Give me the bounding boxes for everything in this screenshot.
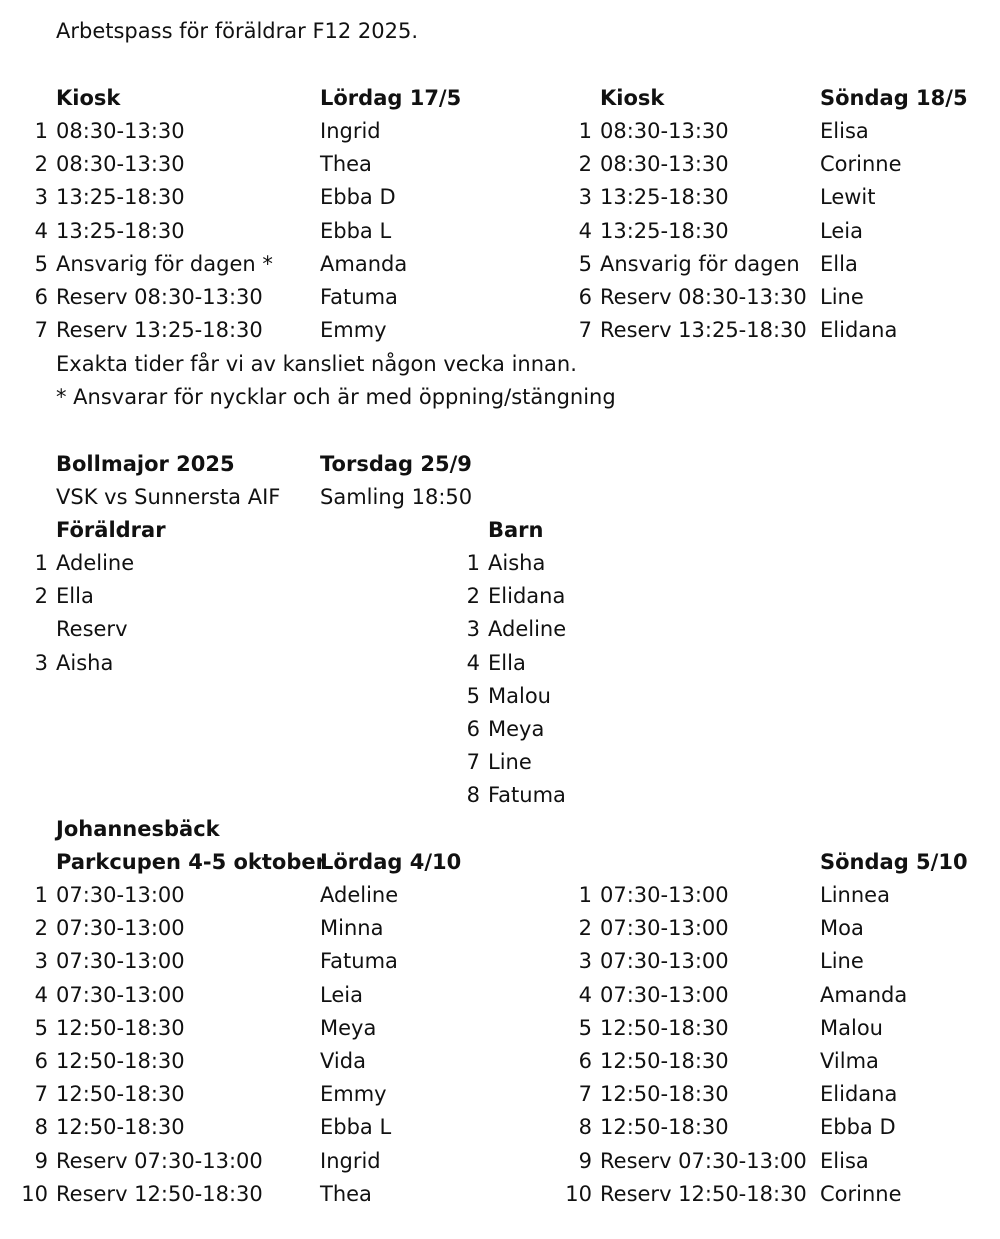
- child-number: 8: [466, 783, 480, 808]
- shift-name: Linnea: [820, 883, 890, 907]
- child-name: Ella: [488, 650, 526, 675]
- kiosk-left-date: Lördag 17/5: [320, 86, 462, 110]
- shift-time: 12:50-18:30: [600, 1115, 729, 1140]
- parkcup-left-date: Lördag 4/10: [320, 850, 462, 874]
- shift-name: Corinne: [820, 152, 902, 177]
- shift-time: Reserv 12:50-18:30: [600, 1181, 807, 1206]
- shift-name: Vilma: [820, 1049, 879, 1073]
- shift-name: Ebba D: [820, 1115, 896, 1140]
- shift-number: 5: [578, 1015, 592, 1040]
- shift-name: Adeline: [320, 883, 399, 907]
- shift-name: Vida: [320, 1049, 366, 1073]
- shift-number: 6: [34, 1049, 48, 1073]
- shift-name: Ebba D: [320, 185, 396, 210]
- child-number: 6: [466, 717, 480, 741]
- shift-number: 10: [565, 1181, 592, 1206]
- shift-time: 12:50-18:30: [600, 1015, 729, 1040]
- shift-number: 5: [34, 251, 48, 276]
- shift-time: 07:30-13:00: [56, 883, 185, 907]
- child-name: Aisha: [488, 551, 546, 575]
- shift-name: Leia: [320, 982, 363, 1007]
- shift-number: 2: [34, 152, 48, 177]
- document-title: Arbetspass för föräldrar F12 2025.: [56, 19, 419, 43]
- shift-name: Minna: [320, 916, 384, 941]
- shift-time: 08:30-13:30: [56, 119, 185, 143]
- shift-name: Elidana: [820, 318, 898, 343]
- child-name: Fatuma: [488, 783, 566, 808]
- shift-number: 6: [578, 1049, 592, 1073]
- shift-name: Leia: [820, 218, 863, 243]
- shift-name: Ingrid: [320, 119, 381, 143]
- shift-time: 13:25-18:30: [56, 218, 185, 243]
- shift-name: Elisa: [820, 119, 869, 143]
- shift-number: 1: [34, 883, 48, 907]
- shift-time: 13:25-18:30: [56, 185, 185, 210]
- child-name: Line: [488, 750, 532, 775]
- shift-number: 4: [34, 218, 48, 243]
- shift-time: Ansvarig för dagen: [600, 251, 800, 276]
- shift-name: Corinne: [820, 1181, 902, 1206]
- shift-time: 07:30-13:00: [600, 949, 729, 974]
- shift-name: Elisa: [820, 1148, 869, 1173]
- shift-number: 7: [34, 318, 48, 343]
- shift-number: 9: [34, 1148, 48, 1173]
- child-number: 5: [466, 683, 480, 708]
- shift-time: 12:50-18:30: [56, 1082, 185, 1107]
- shift-number: 7: [34, 1082, 48, 1107]
- shift-number: 4: [578, 218, 592, 243]
- shift-time: 13:25-18:30: [600, 185, 729, 210]
- shift-number: 1: [34, 119, 48, 143]
- parkcup-heading: Johannesbäck: [56, 817, 220, 841]
- shift-number: 1: [578, 119, 592, 143]
- shift-time: 08:30-13:30: [600, 152, 729, 177]
- shift-number: 5: [578, 251, 592, 276]
- shift-number: 4: [578, 982, 592, 1007]
- shift-name: Ingrid: [320, 1148, 381, 1173]
- shift-number: 2: [34, 916, 48, 941]
- child-number: 4: [466, 650, 480, 675]
- shift-time: 12:50-18:30: [600, 1082, 729, 1107]
- shift-time: 12:50-18:30: [600, 1049, 729, 1073]
- child-number: 1: [466, 551, 480, 575]
- shift-name: Fatuma: [320, 949, 398, 974]
- parents-heading: Föräldrar: [56, 518, 166, 542]
- shift-time: 07:30-13:00: [56, 916, 185, 941]
- shift-name: Emmy: [320, 1082, 387, 1107]
- shift-name: Malou: [820, 1015, 883, 1040]
- shift-time: Reserv 07:30-13:00: [56, 1148, 263, 1173]
- shift-time: 07:30-13:00: [600, 916, 729, 941]
- shift-number: 6: [578, 285, 592, 309]
- shift-time: 07:30-13:00: [56, 949, 185, 974]
- children-heading: Barn: [488, 518, 544, 542]
- parent-name: Adeline: [56, 551, 135, 575]
- shift-name: Lewit: [820, 185, 876, 210]
- shift-number: 2: [578, 152, 592, 177]
- parent-name: Ella: [56, 584, 94, 609]
- shift-name: Ebba L: [320, 218, 392, 243]
- bollmajor-heading: Bollmajor 2025: [56, 452, 235, 476]
- kiosk-right-date: Söndag 18/5: [820, 86, 968, 110]
- shift-number: 5: [34, 1015, 48, 1040]
- child-name: Malou: [488, 683, 551, 708]
- shift-number: 8: [578, 1115, 592, 1140]
- bollmajor-date: Torsdag 25/9: [320, 452, 472, 476]
- shift-number: 7: [578, 1082, 592, 1107]
- shift-time: 08:30-13:30: [56, 152, 185, 177]
- shift-time: 13:25-18:30: [600, 218, 729, 243]
- child-name: Adeline: [488, 617, 567, 642]
- kiosk-left-heading: Kiosk: [56, 86, 121, 110]
- shift-time: Reserv 08:30-13:30: [600, 285, 807, 309]
- kiosk-note: Exakta tider får vi av kansliet någon vecka innan.: [56, 352, 577, 376]
- shift-time: 07:30-13:00: [600, 982, 729, 1007]
- shift-name: Elidana: [820, 1082, 898, 1107]
- shift-number: 10: [21, 1181, 48, 1206]
- shift-time: Reserv 13:25-18:30: [56, 318, 263, 343]
- parent-number: 2: [34, 584, 48, 609]
- parent-number: 3: [34, 650, 48, 675]
- shift-time: Ansvarig för dagen *: [56, 251, 273, 276]
- shift-number: 6: [34, 285, 48, 309]
- shift-time: Reserv 13:25-18:30: [600, 318, 807, 343]
- bollmajor-gathering: Samling 18:50: [320, 485, 473, 509]
- shift-name: Amanda: [320, 251, 408, 276]
- kiosk-right-heading: Kiosk: [600, 86, 665, 110]
- kiosk-note: * Ansvarar för nycklar och är med öppning/stängning: [56, 385, 616, 409]
- shift-name: Moa: [820, 916, 864, 941]
- shift-name: Amanda: [820, 982, 908, 1007]
- child-number: 2: [466, 584, 480, 609]
- child-name: Elidana: [488, 584, 566, 609]
- parent-name: Aisha: [56, 650, 114, 675]
- shift-time: 07:30-13:00: [600, 883, 729, 907]
- parent-name: Reserv: [56, 617, 128, 642]
- shift-time: 12:50-18:30: [56, 1049, 185, 1073]
- shift-time: 12:50-18:30: [56, 1115, 185, 1140]
- shift-number: 3: [578, 185, 592, 210]
- shift-time: Reserv 12:50-18:30: [56, 1181, 263, 1206]
- shift-time: Reserv 08:30-13:30: [56, 285, 263, 309]
- shift-number: 3: [34, 949, 48, 974]
- shift-number: 8: [34, 1115, 48, 1140]
- shift-name: Ella: [820, 251, 858, 276]
- shift-number: 7: [578, 318, 592, 343]
- shift-time: 12:50-18:30: [56, 1015, 185, 1040]
- child-number: 3: [466, 617, 480, 642]
- shift-name: Meya: [320, 1015, 377, 1040]
- shift-number: 3: [578, 949, 592, 974]
- shift-name: Ebba L: [320, 1115, 392, 1140]
- shift-number: 3: [34, 185, 48, 210]
- shift-name: Emmy: [320, 318, 387, 343]
- shift-number: 9: [578, 1148, 592, 1173]
- shift-time: Reserv 07:30-13:00: [600, 1148, 807, 1173]
- bollmajor-match: VSK vs Sunnersta AIF: [56, 485, 281, 509]
- shift-name: Thea: [320, 152, 372, 177]
- child-name: Meya: [488, 717, 545, 741]
- shift-time: 07:30-13:00: [56, 982, 185, 1007]
- shift-number: 4: [34, 982, 48, 1007]
- child-number: 7: [466, 750, 480, 775]
- parent-number: 1: [34, 551, 48, 575]
- parkcup-right-date: Söndag 5/10: [820, 850, 968, 874]
- shift-time: 08:30-13:30: [600, 119, 729, 143]
- shift-number: 1: [578, 883, 592, 907]
- shift-name: Fatuma: [320, 285, 398, 309]
- parkcup-subheading: Parkcupen 4-5 oktober: [56, 850, 326, 874]
- shift-number: 2: [578, 916, 592, 941]
- shift-name: Thea: [320, 1181, 372, 1206]
- shift-name: Line: [820, 285, 864, 309]
- shift-name: Line: [820, 949, 864, 974]
